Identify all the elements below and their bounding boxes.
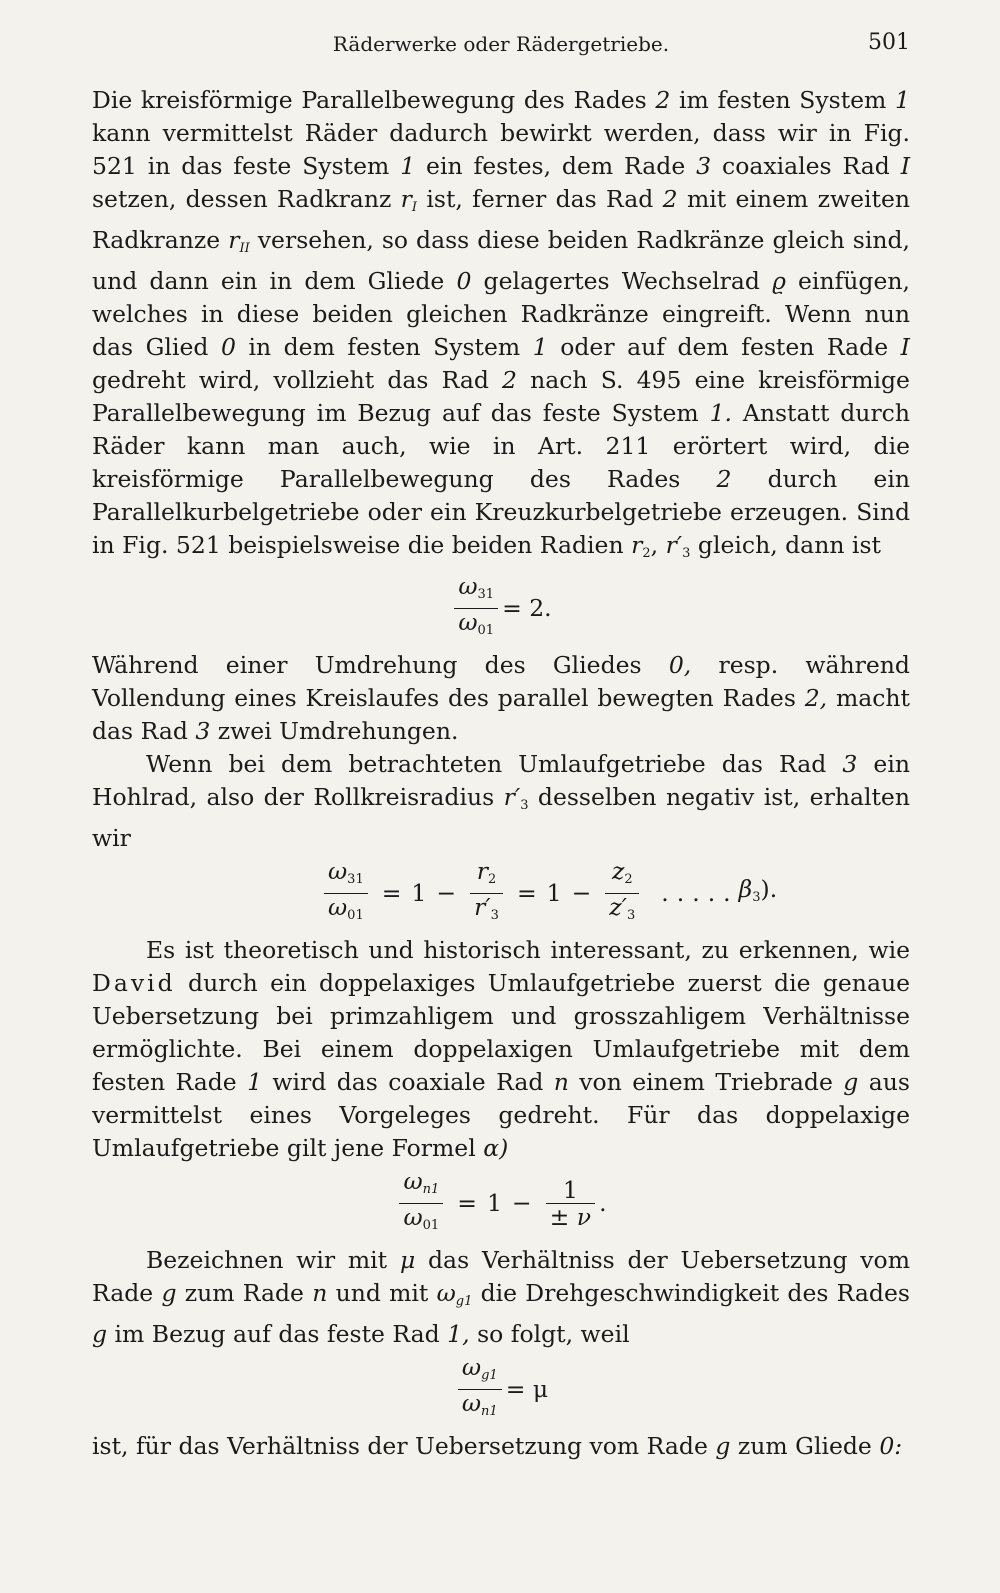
fraction: $\frac{r_2}{r'_3}$ — [470, 859, 503, 928]
running-header — [92, 28, 910, 62]
running-title: Räderwerke oder Rädergetriebe. — [332, 32, 670, 56]
paragraph-4: Es ist theoretisch und historisch interessant, zu erkennen, wie David durch ein doppelaxiges Umlaufgetriebe zuerst die genaue Uebersetzung bei primzahligem und grosszahligem Verhältnisse ermöglichte. Bei einem doppelaxigen Umlaufgetriebe mit dem festen Rade 1 wird das coaxiale Rad n von einem Triebrade g aus vermittelst eines Vorgeleges gedreht. Für das doppelaxige Umlaufgetriebe gilt jene Formel α) — [92, 936, 910, 1162]
paragraph-2: Während einer Umdrehung des Gliedes 0, resp. während Vollendung eines Kreislaufes des parallel bewegten Rades 2, macht das Rad 3 zwei Umdrehungen. — [92, 651, 910, 745]
equation-1: $\frac{\omega_{31}}{\omega_{01}}$ = 2. — [92, 574, 910, 643]
fraction: $\frac{\omega_{n1}}{\omega_{01}}$ — [399, 1169, 443, 1238]
fraction: $\frac{z_2}{z'_3}$ — [605, 859, 639, 928]
equation-3: $\frac{\omega_{n1}}{\omega_{01}}$ = 1 − $\frac{1}{\pm \nu}$ . — [92, 1169, 910, 1238]
fraction: $\frac{\omega_{31}}{\omega_{01}}$ — [324, 859, 368, 928]
page-number: 501 — [868, 30, 910, 55]
equation-4: $\frac{\omega_{g1}}{\omega_{n1}}$ = μ — [92, 1355, 910, 1424]
equation-dots: ..... — [661, 879, 739, 907]
fraction: $\frac{\omega_{31}}{\omega_{01}}$ — [454, 574, 498, 643]
fraction: $\frac{\omega_{g1}}{\omega_{n1}}$ — [458, 1355, 502, 1424]
body-text — [92, 84, 910, 1463]
paragraph-5: Bezeichnen wir mit μ das Verhältniss der Uebersetzung vom Rade g zum Rade n und mit $\omega_{g1}$ die Drehgeschwindigkeit des Rades g im Bezug auf das feste Rad 1, so folgt, weil — [92, 1246, 910, 1348]
paragraph-3: Wenn bei dem betrachteten Umlaufgetriebe das Rad 3 ein Hohlrad, also der Rollkreisradius $r'_3$ desselben negativ ist, erhalten wir — [92, 750, 910, 852]
equation-tag: $\beta_3$). — [738, 875, 778, 905]
fraction: $\frac{1}{\pm \nu}$ — [546, 1178, 595, 1229]
paragraph-6: ist, für das Verhältniss der Uebersetzung vom Rade g zum Gliede 0: — [92, 1432, 903, 1460]
paragraph-1: Die kreisförmige Parallelbewegung des Rades 2 im festen System 1 kann vermittelst Räder dadurch bewirkt werden, dass wir in Fig. 521 in das feste System 1 ein festes, dem Rade 3 coaxiales Rad I setzen, dessen Radkranz $r_I$ ist, ferner das Rad 2 mit einem zweiten Radkranze $r_{II}$ versehen, so dass diese beiden Radkränze gleich sind, und dann ein in dem Gliede 0 gelagertes Wechselrad ϱ einfügen, welches in diese beiden gleichen Radkränze eingreift. Wenn nun das Glied 0 in dem festen System 1 oder auf dem festen Rade I gedreht wird, vollzieht das Rad 2 nach S. 495 eine kreisförmige Parallelbewegung im Bezug auf das feste System 1. Anstatt durch Räder kann man auch, wie in Art. 211 erörtert wird, die kreisförmige Parallelbewegung des Rades 2 durch ein Parallelkurbelgetriebe oder ein Kreuzkurbelgetriebe erzeugen. Sind in Fig. 521 beispielsweise die beiden Radien $r_2$, $r'_3$ gleich, dann ist — [92, 86, 910, 561]
equation-2: $\frac{\omega_{31}}{\omega_{01}}$ = 1 − $\frac{r_2}{r'_3}$ = 1 − $\frac{z_2}{z'_3}$ ..... $\beta_3$). — [92, 859, 910, 928]
